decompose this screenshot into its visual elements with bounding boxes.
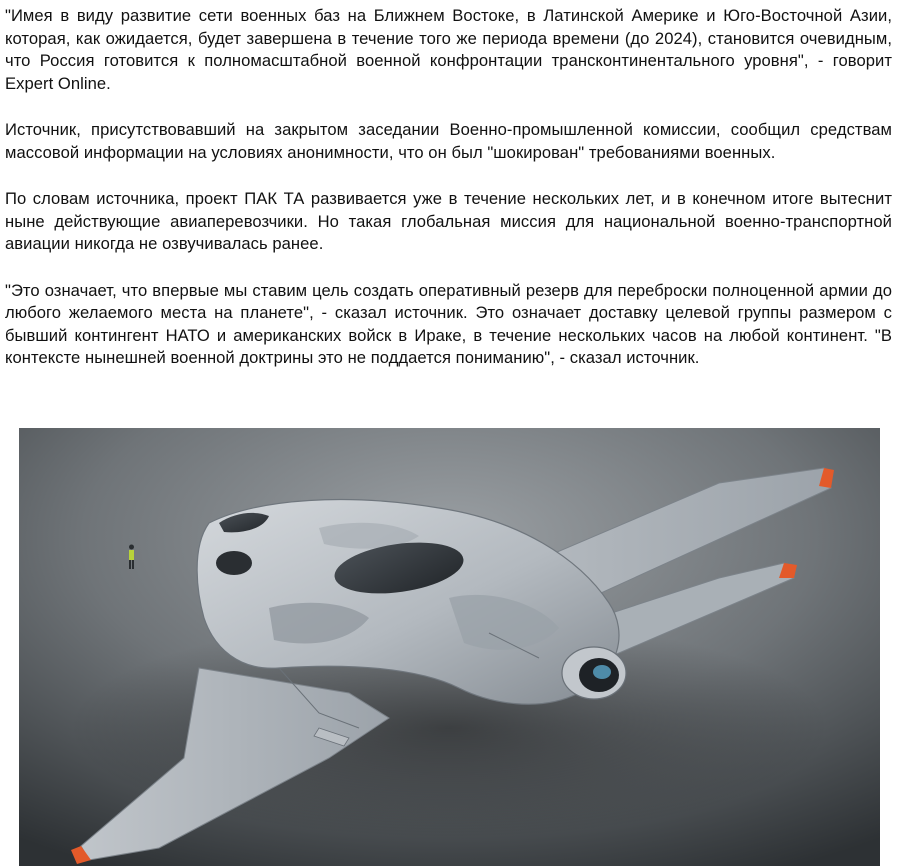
paragraph-4: "Это означает, что впервые мы ставим цель создать оперативный резерв для переброски полноценной армии до любого желаемого места на планете", - сказал источник. Это означает доставку целевой группы размером с бывший контингент НАТО и американских войск в Ираке, в течение нескольких часов на любой континент. "В контексте нынешней военной доктрины это не поддается пониманию", - сказал источник.: [5, 280, 892, 367]
article-body: [5, 5, 892, 394]
paragraph-2: Источник, присутствовавший на закрытом заседании Военно-промышленной комиссии, сообщил средствам массовой информации на условиях анонимности, что он был "шокирован" требованиями военных.: [5, 120, 892, 162]
aircraft-illustration: [19, 428, 880, 866]
nose-intake: [216, 551, 252, 575]
engine-fan: [593, 665, 611, 679]
paragraph-1: "Имея в виду развитие сети военных баз на Ближнем Востоке, в Латинской Америке и Юго-Восточной Азии, которая, как ожидается, будет завершена в течение того же периода времени (до 2024), становится очевидным, что Россия готовится к полномасштабной военной конфронтации трансконтинентального уровня", - говорит Expert Online.: [5, 6, 892, 93]
paragraph-3: По словам источника, проект ПАК ТА развивается уже в течение нескольких лет, и в конечном итоге вытеснит ныне действующие авиаперевозчики. Но такая глобальная миссия для национальной военно-транспортной авиации никогда не озвучивалась ранее.: [5, 189, 892, 253]
aircraft-image: [19, 428, 880, 866]
